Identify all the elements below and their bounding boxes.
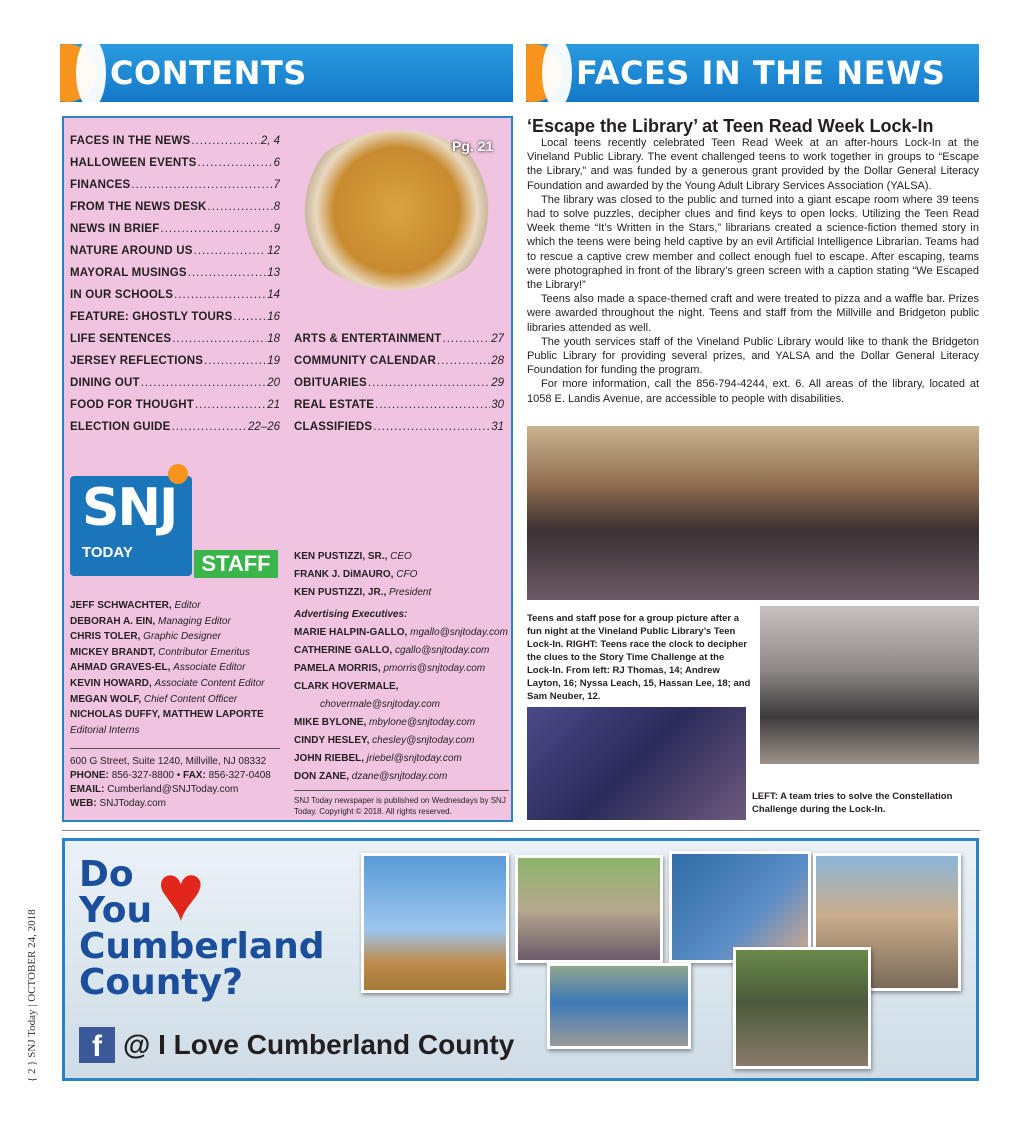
facebook-icon[interactable]: f <box>79 1027 115 1063</box>
toc-entry[interactable]: MAYORAL MUSINGS ..... 13 <box>70 262 280 284</box>
staff-entry: AHMAD GRAVES-EL, Associate Editor <box>70 662 246 674</box>
advertiser-entry: DON ZANE, dzane@snjtoday.com <box>294 771 448 782</box>
advertiser-entry: PAMELA MORRIS, pmorris@snjtoday.com <box>294 663 486 674</box>
staff-entry: KEVIN HOWARD, Associate Content Editor <box>70 677 265 689</box>
faces-banner <box>526 44 979 102</box>
logo-staff: STAFF <box>194 550 278 578</box>
advertiser-entry: CATHERINE GALLO, cgallo@snjtoday.com <box>294 645 490 656</box>
toc-entry[interactable]: HALLOWEEN EVENTS ..... 6 <box>70 152 280 174</box>
page-footer-vertical: { 2 } SNJ Today | OCTOBER 24, 2018 <box>26 909 38 1082</box>
caption-main: Teens and staff pose for a group picture after a fun night at the Vineland Public Library’s Teen Lock-In. RIGHT: Teens race the clock to decipher the clues to the Story Time Challenge at the Lock-In. From left: RJ Thomas, 14; Andrew Layton, 16; Nyssa Leach, 15, Hassan Lee, 18; and Sam Neuber, 12. <box>527 613 751 702</box>
copyright: SNJ Today newspaper is published on Wednesdays by SNJ Today. Copyright © 2018. All rights reserved. <box>294 796 506 816</box>
article-paragraph: The youth services staff of the Vineland Public Library would like to thank the Bridgeton Public Library for providing several prizes, and YALSA and the Dollar General Literacy Foundation for funding the program. <box>527 335 979 377</box>
zoo-photo <box>733 947 871 1069</box>
orange-tab <box>60 44 96 102</box>
advertiser-entry: MARIE HALPIN-GALLO, mgallo@snjtoday.com <box>294 627 508 638</box>
cumberland-ad <box>62 838 979 1081</box>
toc-entry[interactable]: OBITUARIES ..... 29 <box>294 372 504 394</box>
orange-tab <box>526 44 562 102</box>
staff-entry: CHRIS TOLER, Graphic Designer <box>70 631 221 643</box>
advertiser-entry: JOHN RIEBEL, jriebel@snjtoday.com <box>294 753 462 764</box>
group-photo <box>527 426 979 600</box>
contents-box <box>62 116 513 822</box>
heart-icon: ♥ <box>157 848 205 937</box>
toc-entry[interactable]: NEWS IN BRIEF ..... 9 <box>70 218 280 240</box>
toc-entry[interactable]: FOOD FOR THOUGHT ..... 21 <box>70 394 280 416</box>
toc-entry[interactable]: REAL ESTATE ..... 30 <box>294 394 504 416</box>
executive-entry: FRANK J. DiMAURO, CFO <box>294 569 418 580</box>
toc-entry[interactable]: DINING OUT ..... 20 <box>70 372 280 394</box>
toc-entry[interactable]: NATURE AROUND US ..... 12 <box>70 240 280 262</box>
toc-entry[interactable]: FROM THE NEWS DESK ..... 8 <box>70 196 280 218</box>
toc-list-bottom-right <box>294 328 504 438</box>
advertiser-entry: CLARK HOVERMALE, chovermale@snjtoday.com <box>294 681 441 710</box>
toc-entry[interactable]: JERSEY REFLECTIONS ..... 19 <box>70 350 280 372</box>
toc-entry[interactable]: FACES IN THE NEWS ..... 2, 4 <box>70 130 280 152</box>
logo-snj: SNJ <box>82 478 177 538</box>
toc-entry[interactable]: FEATURE: GHOSTLY TOURS ..... 16 <box>70 306 280 328</box>
divider <box>62 830 980 831</box>
staff-entry: MICKEY BRANDT, Contributor Emeritus <box>70 646 250 658</box>
toc-entry[interactable]: ARTS & ENTERTAINMENT ..... 27 <box>294 328 504 350</box>
staff-entry: JEFF SCHWACHTER, Editor <box>70 600 201 611</box>
executive-entry: KEN PUSTIZZI, JR., President <box>294 587 432 598</box>
advertiser-entry: CINDY HESLEY, chesley@snjtoday.com <box>294 735 475 746</box>
snj-today-logo <box>70 464 280 582</box>
article-paragraph: Teens also made a space-themed craft and were treated to pizza and a waffle bar. Prizes were awarded throughout the night. Teens and staff from the Millville and Bridgeton public libraries attended as well. <box>527 293 979 334</box>
article-paragraph: Local teens recently celebrated Teen Read Week at an after-hours Lock-In at the Vineland Public Library. The event challenged teens to work together in groups to “Escape the Library,” and was funded by a generous grant provided by the Dollar General Literacy Foundation and awarded by the Young Adult Library Services Association (YALSA). <box>527 137 979 192</box>
staff-list <box>70 598 285 738</box>
executive-entry: KEN PUSTIZZI, SR., CEO <box>294 551 412 562</box>
article-headline: ‘Escape the Library’ at Teen Read Week Lock-In <box>527 116 934 136</box>
toc-list-bottom-left <box>70 328 280 438</box>
toc-entry[interactable]: ELECTION GUIDE ..... 22–26 <box>70 416 280 438</box>
web-link[interactable]: SNJToday.com <box>99 798 166 809</box>
facebook-handle[interactable]: @ I Love Cumberland County <box>123 1029 515 1060</box>
caption-left: LEFT: A team tries to solve the Constellation Challenge during the Lock-In. <box>752 791 953 815</box>
faces-title: FACES IN THE NEWS <box>576 54 946 92</box>
constellation-photo <box>527 707 746 820</box>
food-photo <box>294 130 499 290</box>
toc-list-top <box>70 130 280 328</box>
article <box>527 116 979 406</box>
story-time-photo <box>760 606 979 764</box>
contents-title: CONTENTS <box>110 54 307 92</box>
staff-entry: DEBORAH A. EIN, Managing Editor <box>70 615 231 627</box>
lighthouse-photo <box>361 853 509 993</box>
staff-entry: MEGAN WOLF, Chief Content Officer <box>70 693 238 705</box>
contents-banner <box>60 44 513 102</box>
logo-today: TODAY <box>82 544 133 561</box>
toc-entry[interactable]: IN OUR SCHOOLS ..... 14 <box>70 284 280 306</box>
ad-question: Do You Cumberland County? <box>79 854 325 1003</box>
toc-entry[interactable]: COMMUNITY CALENDAR ..... 28 <box>294 350 504 372</box>
email-link[interactable]: Cumberland@SNJToday.com <box>107 784 239 795</box>
crowd-photo <box>515 855 663 963</box>
executives-block <box>294 548 509 817</box>
race-car-photo <box>547 963 691 1049</box>
toc-entry[interactable]: FINANCES ..... 7 <box>70 174 280 196</box>
page-badge: Pg. 21 <box>452 138 494 154</box>
article-paragraph: For more information, call the 856-794-4244, ext. 6. All areas of the library, located at 1058 E. Landis Avenue, are accessible to people with disabilities. <box>527 378 979 405</box>
address-block: 600 G Street, Suite 1240, Millville, NJ 08332 PHONE: 856-327-8800 • FAX: 856-327-0408 EMAIL: Cumberland@SNJToday.com WEB: SNJToday.com <box>70 748 280 811</box>
toc-entry[interactable]: CLASSIFIEDS ..... 31 <box>294 416 504 438</box>
advertising-heading: Advertising Executives: <box>294 609 408 620</box>
advertiser-entry: MIKE BYLONE, mbylone@snjtoday.com <box>294 717 476 728</box>
staff-entry: NICHOLAS DUFFY, MATTHEW LAPORTE Editorial Interns <box>70 709 264 736</box>
toc-entry[interactable]: LIFE SENTENCES ..... 18 <box>70 328 280 350</box>
article-paragraph: The library was closed to the public and turned into a giant escape room where 39 teens had to solve puzzles, decipher clues and find keys to open locks. Utilizing the Teen Read Week theme “It’s Written in the Stars,” librarians created a science-fiction themed story in which the teens were being held captive by an evil Artificial Intelligence Librarian. Teams had to rescue a captive crew member and collect enough fuel to escape. After escaping, teams were photographed in front of the library’s green screen with a caption stating “We Escaped the Library!” <box>527 193 979 292</box>
